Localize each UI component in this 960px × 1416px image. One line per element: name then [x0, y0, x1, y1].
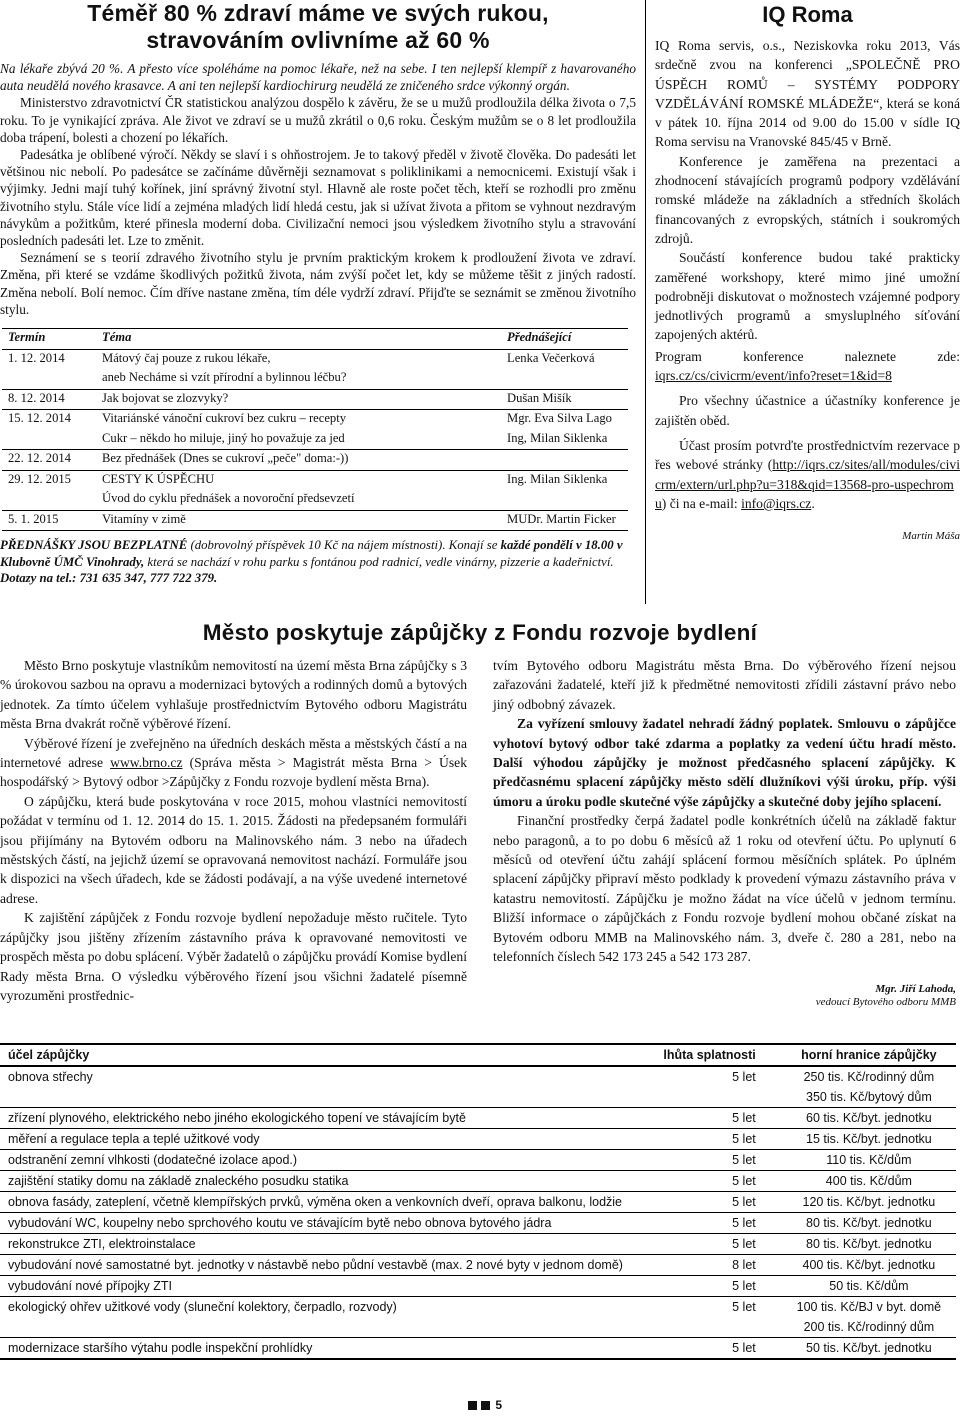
schedule-date: 29. 12. 2015: [2, 470, 96, 490]
schedule-lecturer: MUDr. Martin Ficker: [501, 510, 628, 531]
loan-row: [0, 1234, 956, 1255]
loan-row: [0, 1297, 956, 1318]
free-text: (dobrovolný příspěvek 10 Kč na nájem místnosti). Konají se: [187, 538, 501, 553]
column-header: Termín: [2, 329, 96, 350]
loan-purpose: vybudování nové samostatné byt. jednotky v nástavbě nebo půdní vestavbě (max. 2 nové byty v jednom domě): [0, 1255, 631, 1276]
rsvp-text: Účast prosím potvrďte prostřednictvím rezervace přes webové stránky (: [655, 437, 960, 473]
loan-purpose: [0, 1087, 631, 1108]
paragraph: Město Brno poskytuje vlastníkům nemovitostí na území města Brna zápůjčky s 3 % úrokovou sazbou na opravu a modernizaci bytových a rodinných domů a bytových jednotek. Za tímto účelem vyhlašuje prostřednictvím Bytového odboru Magistrátu města Brna dvakrát ročně výběrové řízení.: [0, 658, 467, 732]
schedule-topic: Vitariánské vánoční cukroví bez cukru – recepty: [96, 410, 501, 430]
column-1: [0, 656, 467, 1005]
lecture-schedule-table: [2, 328, 628, 531]
loan-row: [0, 1192, 956, 1213]
loan-term: 5 let: [631, 1192, 782, 1213]
loan-limit: 80 tis. Kč/byt. jednotku: [782, 1234, 956, 1255]
loan-term: 5 let: [631, 1108, 782, 1129]
schedule-row: [2, 369, 628, 389]
column-header: účel zápůjčky: [0, 1044, 631, 1066]
text: Výběrové řízení je zveřejněno na úředních deskách města a městských částí a na internetové adrese: [0, 735, 467, 771]
email-link[interactable]: info@iqrs.cz: [741, 495, 812, 511]
schedule-row: [2, 490, 628, 510]
loan-term: [631, 1087, 782, 1108]
schedule-row: [2, 430, 628, 450]
title-line-2: stravováním ovlivníme až 60 %: [146, 27, 490, 53]
schedule-body: [2, 349, 628, 531]
column-header: Přednášející: [501, 329, 628, 350]
free-bold: PŘEDNÁŠKY JSOU BEZPLATNÉ: [0, 538, 188, 553]
loan-limit: 400 tis. Kč/byt. jednotku: [782, 1255, 956, 1276]
paragraph: [655, 436, 960, 513]
schedule-lecturer: Ing, Milan Siklenka: [507, 430, 608, 445]
program-link[interactable]: iqrs.cz/cs/civicrm/event/info?reset=1&id=8: [655, 368, 892, 384]
schedule-topic: CESTY K ÚSPĚCHU: [96, 470, 501, 490]
paragraph: [0, 734, 467, 792]
schedule-topic: Cukr – někdo ho miluje, jiný ho považuje za jed: [102, 430, 345, 445]
health-article-title: [0, 0, 636, 54]
loan-purpose: měření a regulace tepla a teplé užitkové vody: [0, 1129, 631, 1150]
loan-term: 5 let: [631, 1297, 782, 1318]
loan-row: [0, 1087, 956, 1108]
schedule-date: [2, 430, 96, 450]
schedule-row: [2, 389, 628, 410]
schedule-lecturer: Ing. Milan Siklenka: [501, 470, 628, 490]
contact-phones: Dotazy na tel.: 731 635 347, 777 722 379.: [0, 571, 218, 586]
loan-purpose: obnova fasády, zateplení, včetně klempířských prvků, výměna oken a venkovních dveří, oprava balkonu, lodžie: [0, 1192, 631, 1213]
loan-purpose: modernizace staršího výtahu podle inspekční prohlídky: [0, 1338, 631, 1360]
column-header: Téma: [96, 329, 501, 350]
paragraph: Finanční prostředky čerpá žadatel podle konkrétních účelů na základě faktur nebo paragonů, a to po dobu 6 měsíců až 1 roku od otevření účtu. Po uplynutí 6 měsíců od otevření účtu zahájí splácení formou měsíčních splátek. Po úplném splacení zápůjčky připraví město podklady k provedení výmazu zástavního práva v katastru nemovitostí. Zápůjčku je možno žádat na více účelů v jednom termínu. Bližší informace o zápůjčkách z Fondu rozvoje bydlení mohou občané získat na Bytovém odboru MMB na Malinovského nám. 3, dveře č. 280 a 281, nebo na telefonních číslech 542 173 245 a 542 173 287.: [493, 813, 956, 965]
schedule-row: [2, 410, 628, 430]
loan-row: [0, 1213, 956, 1234]
loan-purpose: rekonstrukce ZTI, elektroinstalace: [0, 1234, 631, 1255]
loan-term: 5 let: [631, 1129, 782, 1150]
signature: [493, 983, 956, 1010]
paragraph: Za vyřízení smlouvy žadatel nehradí žádný poplatek. Smlouvu o zápůjčce vyhotoví bytový odbor také zdarma a poplatky za vedení účtu hradí město. Další výhodou zápůjčky je možnost předčasného splacení zápůjčky. K předčasnému splacení zápůjčky město sdělí dlužníkovi výši úroku, příp. výši úmoru a úroku podle skutečné výše zápůjčky a skutečné doby jejího splacení.: [493, 716, 956, 809]
column-header: horní hranice zápůjčky: [782, 1044, 956, 1066]
schedule-date: [2, 490, 96, 510]
loan-article-title: Město poskytuje zápůjčky z Fondu rozvoje bydlení: [202, 620, 758, 645]
loan-limit: 250 tis. Kč/rodinný dům: [803, 1070, 935, 1084]
free-lectures-note: [0, 537, 636, 587]
loan-limit: 50 tis. Kč/dům: [782, 1276, 956, 1297]
loan-table-body: [0, 1066, 956, 1359]
loan-purpose: odstranění zemní vlhkosti (dodatečné izolace apod.): [0, 1150, 631, 1171]
free-text: která se nachází v rohu parku s fontánou pod radnicí, vedle vinárny, pizzerie a kadeřnictví.: [144, 554, 614, 569]
page-number: [466, 1398, 502, 1412]
loan-row: [0, 1150, 956, 1171]
paragraph: Padesátka je oblíbené výročí. Někdy se slaví i s ohňostrojem. Je to takový předěl v životě člověka. Do padesáti let většinou nic nebolí. Po padesátce se začínáme důvěrněji seznamovat s poliklinikami a nemocnicemi. Existují však i výjimky. Jedni mají tuhý kořínek, jiní správný životní styl. Hlavně ale roste počet těch, kteří se rozhodli pro změnu životního stylu. Stále více lidí a zejména mladých lidí hledá cestu, jak si užívat života a přitom se vyhnout nezdravým návykům a požitkům, které přinesla moderní doba. Civilizační nemoci jsou výsledkem životního stylu a stravování posledních padesáti let. Lze to změnit.: [0, 147, 636, 249]
schedule-lecturer: [501, 369, 628, 389]
loan-purpose: ekologický ohřev užitkové vody (sluneční kolektory, čerpadlo, rozvody): [0, 1297, 631, 1318]
loan-term: 8 let: [631, 1255, 782, 1276]
loan-term: 5 let: [732, 1070, 756, 1084]
lead-paragraph: Na lékaře zbývá 20 %. A přesto více spoléháme na pomoc lékaře, než na sebe. I ten nejlepší klempíř z havarovaného auta neudělá nového krasavce. A ani ten nejlepší kardiochirurg neudělá ze zničeného srdce výkonný orgán.: [0, 61, 636, 94]
paragraph: Pro všechny účastnice a účastníky konference je zajištěn oběd.: [655, 393, 960, 428]
square-icon: [468, 1401, 477, 1410]
square-icon: [481, 1401, 490, 1410]
loan-row: [0, 1317, 956, 1338]
loan-term: 5 let: [631, 1171, 782, 1192]
loan-purposes-table: [0, 1043, 956, 1360]
loan-purpose: obnova střechy: [8, 1070, 93, 1084]
loan-purpose: [0, 1317, 631, 1338]
loan-purpose: zřízení plynového, elektrického nebo jiného ekologického topení ve stávajícím bytě: [0, 1108, 631, 1129]
schedule-topic: Vitamíny v zimě: [96, 510, 501, 531]
schedule-lecturer: [501, 450, 628, 471]
loan-limit: 60 tis. Kč/byt. jednotku: [782, 1108, 956, 1129]
program-text: Program konference naleznete zde:: [655, 348, 960, 364]
schedule-row: [2, 470, 628, 490]
paragraph: tvím Bytového odboru Magistrátu města Brna. Do výběrového řízení nejsou zařazováni žadatelé, kteří již k předmětné nemovitosti zřídili zástavní právo nebo jiný odbobný závazek.: [493, 658, 956, 712]
schedule-lecturer: [501, 490, 628, 510]
loan-limit: 15 tis. Kč/byt. jednotku: [782, 1129, 956, 1150]
paragraph: K zajištění zápůjček z Fondu rozvoje bydlení nepožaduje město ručitele. Tyto zápůjčky jsou jištěny zřízením zástavního práva k opravované nemovitosti ve prospěch města po dobu splácení. Výběr žadatelů o zápůjčku provádí Komise bydlení Rady města Brna. O výsledku výběrového řízení jsou všichni žadatelé písemně vyrozuměni prostřednic-: [0, 910, 467, 1003]
paragraph: Konference je zaměřena na prezentaci a zhodnocení stávajících programů podpory vzdělávání romské mládeže na základních a středních školách financovaných z evropských, státních i soukromých zdrojů.: [655, 153, 960, 246]
brno-link[interactable]: www.brno.cz: [110, 755, 183, 771]
schedule-lecturer: Dušan Mišík: [501, 389, 628, 410]
free-bold: každé pondělí v 18.00 v Klubovně ÚMČ Vinohrady,: [0, 538, 623, 569]
paragraph: O zápůjčku, která bude poskytována v roce 2015, mohou vlastníci nemovitostí požádat v termínu od 1. 12. 2014 do 15. 1. 2015. Žádosti na předepsaném formuláři jsou přijímány na Bytovém odboru na Malinovského nám. 3 nebo na úřadech městských částí, na jejichž území se opravovaná nemovitost nachází. Formuláře jsou k dispozici na všech úřadech, kde se žádosti podávají, a na výše uvedené internetové adrese.: [0, 793, 467, 906]
schedule-topic: Bez přednášek (Dnes se cukroví „peče" doma:-)): [96, 450, 501, 471]
health-article: [0, 0, 636, 587]
paragraph: Ministerstvo zdravotnictví ČR statistickou analýzou dospělo k závěru, že se u mužů prodloužila délka života o 7,5 roku. To je vynikající zpráva. Ale život ve zdraví se u mužů zkrátil o 0,6 roku. Českým mužům se o 8 let prodloužila doba trápení, bolesti a chození po lékařích.: [0, 95, 636, 145]
loan-limit: 200 tis. Kč/rodinný dům: [803, 1320, 935, 1334]
schedule-date: 5. 1. 2015: [2, 510, 96, 531]
rsvp-text: .: [811, 495, 815, 511]
loan-term: [631, 1317, 782, 1338]
schedule-date: [2, 369, 96, 389]
schedule-date: 1. 12. 2014: [8, 350, 65, 365]
loan-limit: 50 tis. Kč/byt. jednotku: [782, 1338, 956, 1360]
iq-roma-title: IQ Roma: [762, 2, 853, 27]
loan-row: [0, 1108, 956, 1129]
signature-role: vedoucí Bytového odboru MMB: [815, 996, 956, 1008]
loan-purpose: vybudování WC, koupelny nebo sprchového koutu ve stávajícím bytě nebo obnova bytového jádra: [0, 1213, 631, 1234]
signature-name: Mgr. Jiří Lahoda,: [875, 982, 956, 995]
column-header: lhůta splatnosti: [631, 1044, 782, 1066]
schedule-date: 22. 12. 2014: [2, 450, 96, 471]
loan-table: [0, 1043, 960, 1360]
paragraph: IQ Roma servis, o.s., Neziskovka roku 2013, Vás srdečně zvou na konferenci „SPOLEČNĚ PRO ÚSPĚCH ROMŮ – SYSTÉMY PODPORY VZDĚLÁVÁNÍ ROMSKÉ MLÁDEŽE“, která se koná v pátek 10. října 2014 od 9.00 do 15.00 v sídle IQ Roma servisu na Vranovské 845/45 v Brně.: [655, 38, 960, 150]
loan-term: 5 let: [631, 1150, 782, 1171]
schedule-date: 8. 12. 2014: [2, 389, 96, 410]
text: (Správa města > Magistrát města Brna > Úsek hospodářský > Bytový odbor >Zápůjčky z Fondu rozvoje bydlení města Brna).: [0, 755, 467, 790]
paragraph: Seznámení se s teorií zdravého životního stylu je prvním praktickým krokem k prodloužení života ve zdraví. Změna, při které se vzdáme škodlivých požitků života, nám zvýší počet let, kdy se můžeme těšit z jiných radostí. Změna nebolí. Bolí nemoc. Čím dříve nastane změna, tím déle vydrží zdraví. Přijďte se seznámit se změnou životního stylu.: [0, 250, 636, 317]
schedule-lecturer: Lenka Večerková: [507, 350, 595, 365]
loan-row: [0, 1338, 956, 1360]
schedule-row: [2, 510, 628, 531]
loan-term: 5 let: [631, 1234, 782, 1255]
schedule-lecturer: Mgr. Eva Silva Lago: [501, 410, 628, 430]
signature: Martin Máša: [902, 530, 960, 543]
loan-limit: 350 tis. Kč/bytový dům: [806, 1090, 932, 1104]
schedule-row: [2, 349, 628, 369]
loan-limit: 100 tis. Kč/BJ v byt. domě: [782, 1297, 956, 1318]
rsvp-link[interactable]: http://iqrs.cz/sites/all/modules/civicrm/extern/url.php?u=318&qid=13568-pro-uspechromu: [655, 457, 960, 511]
loan-limit: 110 tis. Kč/dům: [782, 1150, 956, 1171]
loan-term: 5 let: [631, 1213, 782, 1234]
loan-term: 5 let: [631, 1338, 782, 1360]
schedule-topic: Jak bojovat se zlozvyky?: [96, 389, 501, 410]
title-line-1: Téměř 80 % zdraví máme ve svých rukou,: [87, 0, 549, 26]
paragraph: [655, 347, 960, 386]
loan-row: [0, 1066, 956, 1087]
schedule-topic: Mátový čaj pouze z rukou lékaře,: [102, 350, 271, 365]
rsvp-text: ) či na e-mail:: [661, 495, 742, 511]
paragraph: Součástí konference budou také prakticky zaměřené workshopy, které mimo jiné umožní podrobněji diskutovat o možnostech vzájemné podpory jednotlivých programů a smysluplného síťování zapojených aktérů.: [655, 250, 960, 343]
column-2: [493, 656, 956, 1010]
loan-row: [0, 1129, 956, 1150]
loan-row: [0, 1171, 956, 1192]
loan-limit: 80 tis. Kč/byt. jednotku: [782, 1213, 956, 1234]
schedule-date: 15. 12. 2014: [2, 410, 96, 430]
schedule-row: [2, 450, 628, 471]
iq-roma-article: [645, 0, 960, 604]
loan-limit: 120 tis. Kč/byt. jednotku: [782, 1192, 956, 1213]
schedule-topic: aneb Necháme si vzít přírodní a bylinnou léčbu?: [102, 370, 347, 385]
loan-limit: 400 tis. Kč/dům: [782, 1171, 956, 1192]
page-number-value: 5: [495, 1398, 503, 1412]
loan-row: [0, 1276, 956, 1297]
loan-row: [0, 1255, 956, 1276]
loan-purpose: zajištění statiky domu na základě znaleckého posudku statika: [0, 1171, 631, 1192]
schedule-topic: Úvod do cyklu přednášek a novoroční předsevzetí: [102, 491, 355, 506]
loan-purpose: vybudování nové přípojky ZTI: [0, 1276, 631, 1297]
loan-term: 5 let: [631, 1276, 782, 1297]
